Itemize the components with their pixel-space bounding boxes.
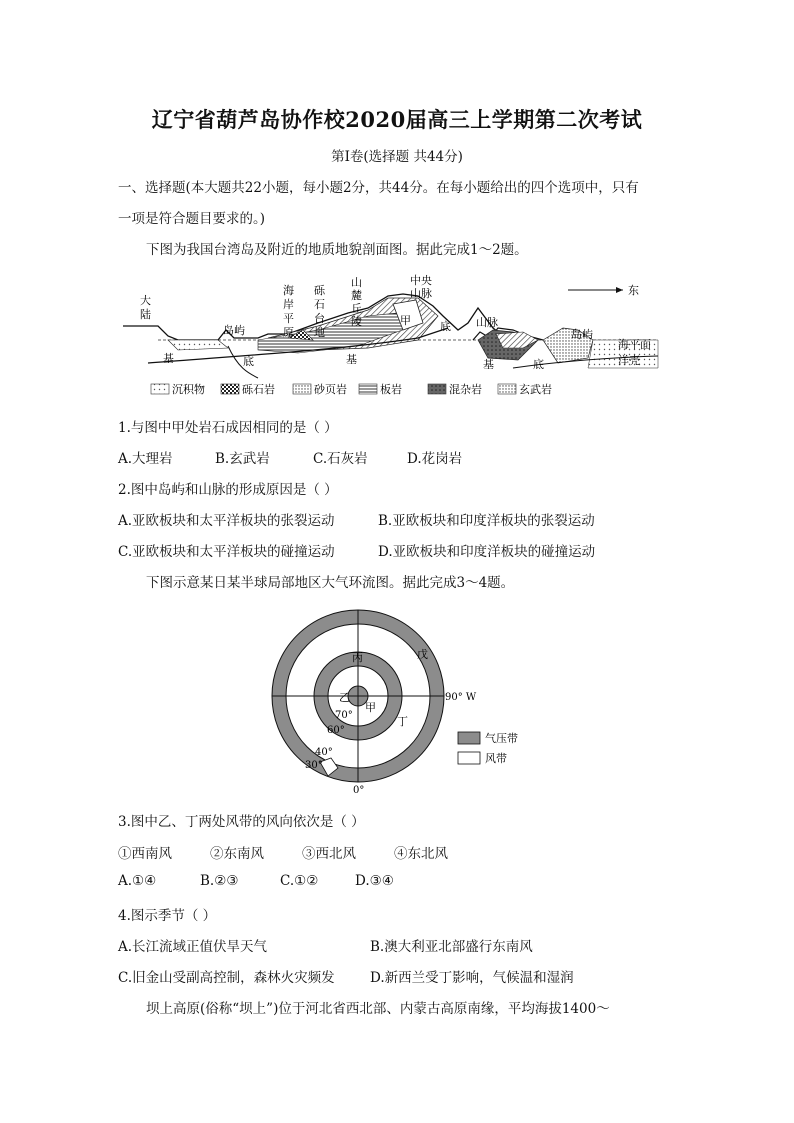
figure1-legend xyxy=(151,382,552,396)
geologic-cross-section-figure xyxy=(118,268,678,403)
section-intro-line-1: 一、选择题(本大题共22小题，每小题2分，共44分。在每小题给出的四个选项中，只有 xyxy=(118,180,639,196)
label-gravel-tableland-4: 地 xyxy=(314,326,325,339)
legend-basalt: 玄武岩 xyxy=(519,383,552,396)
label-lat-60: 60° xyxy=(327,725,345,736)
label-lat-70: 70° xyxy=(335,710,353,721)
q3-choice-1: ①西南风 xyxy=(118,846,172,862)
atmospheric-circulation-figure xyxy=(265,603,555,803)
q2-option-b: B.亚欧板块和印度洋板块的张裂运动 xyxy=(378,513,595,529)
label-jia: 甲 xyxy=(365,701,376,714)
label-di-left: 底 xyxy=(243,355,254,368)
q2-option-a: A.亚欧板块和太平洋板块的张裂运动 xyxy=(118,513,335,529)
label-oceanic-crust: 洋壳 xyxy=(618,354,640,367)
label-lat-40: 40° xyxy=(315,747,333,758)
q1-option-a: A.大理岩 xyxy=(118,451,173,467)
q2-option-c: C.亚欧板块和太平洋板块的碰撞运动 xyxy=(118,544,335,560)
q3-choice-2: ②东南风 xyxy=(210,846,264,862)
label-central-range-2: 山脉 xyxy=(410,287,432,300)
q4-option-d: D.新西兰受丁影响，气候温和湿润 xyxy=(370,970,574,986)
q2-stem: 2.图中岛屿和山脉的形成原因是（ ） xyxy=(118,482,338,498)
label-foothill-1: 山 xyxy=(351,276,362,289)
label-di-right: 底 xyxy=(533,358,544,371)
q3-option-b: B.②③ xyxy=(200,873,239,889)
section-subtitle: 第Ⅰ卷(选择题 共44分) xyxy=(331,149,463,165)
label-gravel-tableland-1: 砾 xyxy=(314,284,325,297)
question-stem-1-2: 下图为我国台湾岛及附近的地质地貌剖面图。据此完成1～2题。 xyxy=(146,242,528,258)
q1-stem: 1.与图中甲处岩石成因相同的是（ ） xyxy=(118,420,338,436)
label-ji-mid: 基 xyxy=(346,353,357,366)
section-intro-line-2: 一项是符合题目要求的。) xyxy=(118,211,266,227)
q4-option-c: C.旧金山受副高控制，森林火灾频发 xyxy=(118,970,335,986)
q3-choice-4: ④东北风 xyxy=(394,846,448,862)
legend-conglomerate: 砾石岩 xyxy=(242,383,275,396)
label-foothill-3: 丘 xyxy=(351,302,362,315)
label-coastal-plain-1: 海 xyxy=(283,284,294,297)
label-mainland-2: 陆 xyxy=(140,308,151,321)
label-di-mid: 底 xyxy=(440,320,451,333)
label-gravel-tableland-2: 石 xyxy=(314,298,325,311)
label-yi: 乙 xyxy=(339,691,350,704)
q1-option-c: C.石灰岩 xyxy=(313,451,368,467)
label-foothill-4: 陵 xyxy=(351,315,362,328)
label-coastal-plain-3: 平 xyxy=(283,312,294,325)
next-question-stem: 坝上高原(俗称“坝上”)位于河北省西北部、内蒙古高原南缘，平均海拔1400～ xyxy=(146,1001,610,1017)
q4-option-b: B.澳大利亚北部盛行东南风 xyxy=(370,939,533,955)
label-coastal-plain-2: 岸 xyxy=(283,298,294,311)
legend-sandshale: 砂页岩 xyxy=(314,383,347,396)
figure2-legend xyxy=(458,731,518,765)
label-gravel-tableland-3: 台 xyxy=(314,312,325,325)
label-jia: 甲 xyxy=(400,314,411,327)
label-foothill-2: 麓 xyxy=(351,289,362,302)
label-lat-30: 30° xyxy=(305,760,323,771)
legend-slate: 板岩 xyxy=(380,383,402,396)
q2-option-d: D.亚欧板块和印度洋板块的碰撞运动 xyxy=(378,544,596,560)
label-ji-right: 基 xyxy=(483,358,494,371)
label-coastal-plain-4: 原 xyxy=(283,326,294,339)
document-title: 辽宁省葫芦岛协作校2020届高三上学期第二次考试 xyxy=(151,107,643,132)
q3-option-d: D.③④ xyxy=(355,873,394,889)
label-ding: 丁 xyxy=(397,715,408,728)
legend-melange: 混杂岩 xyxy=(449,383,482,396)
label-lon-90w: 90° W xyxy=(445,692,477,703)
legend-wind-belt: 风带 xyxy=(485,752,507,765)
label-sea-level: 海平面 xyxy=(618,338,651,351)
legend-pressure-belt: 气压带 xyxy=(485,732,518,745)
label-bing: 丙 xyxy=(352,651,363,664)
q3-option-c: C.①② xyxy=(280,873,319,889)
q1-option-d: D.花岗岩 xyxy=(407,451,463,467)
label-island-right: 岛屿 xyxy=(571,328,593,341)
q3-choice-3: ③西北风 xyxy=(302,846,356,862)
label-mainland-1: 大 xyxy=(140,294,151,307)
label-island-left: 岛屿 xyxy=(223,324,245,337)
q4-option-a: A.长江流域正值伏旱天气 xyxy=(118,939,268,955)
q1-option-b: B.玄武岩 xyxy=(215,451,270,467)
label-ji-left: 基 xyxy=(163,352,174,365)
label-mountain: 山脉 xyxy=(476,316,498,329)
legend-sediment: 沉积物 xyxy=(172,383,205,396)
q3-stem: 3.图中乙、丁两处风带的风向依次是（ ） xyxy=(118,814,365,830)
label-wu: 戊 xyxy=(417,648,428,661)
question-stem-3-4: 下图示意某日某半球局部地区大气环流图。据此完成3～4题。 xyxy=(146,575,515,591)
label-lon-0: 0° xyxy=(353,785,365,796)
q4-stem: 4.图示季节（ ） xyxy=(118,908,217,924)
label-central-range-1: 中央 xyxy=(410,274,432,287)
label-east: 东 xyxy=(628,284,639,297)
q3-option-a: A.①④ xyxy=(118,873,157,889)
